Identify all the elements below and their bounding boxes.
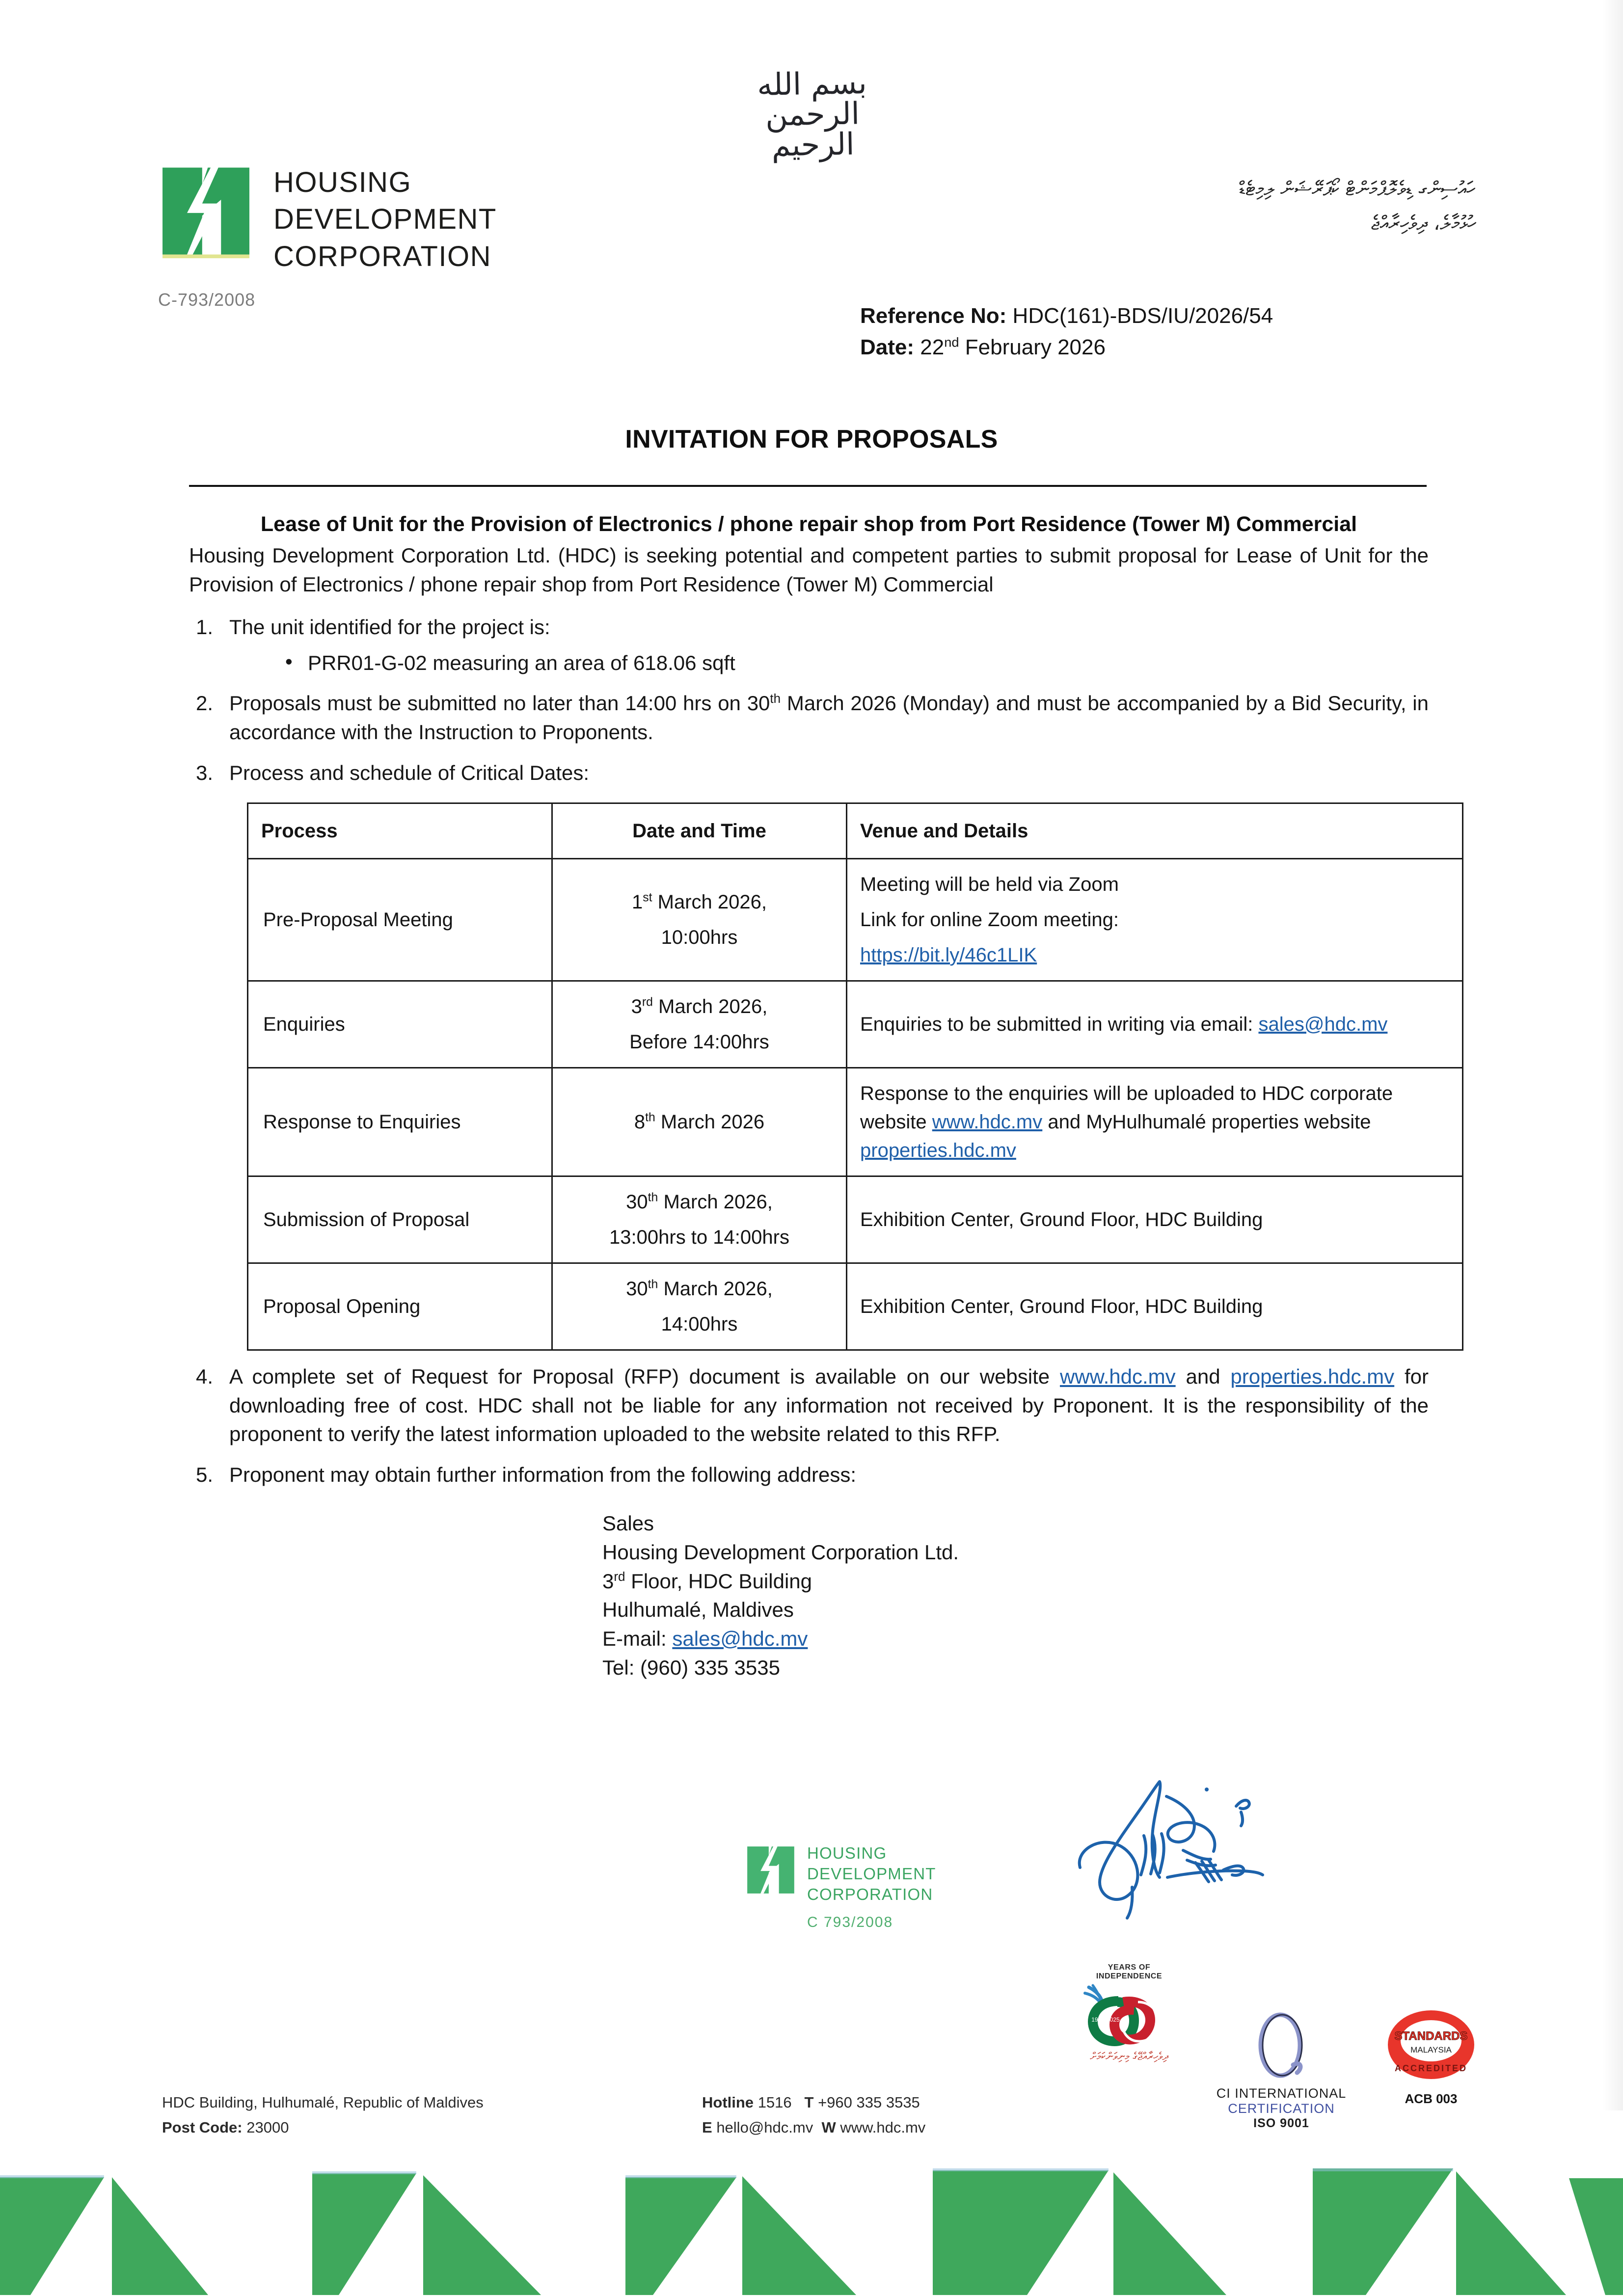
address-line-2: Housing Development Corporation Ltd.: [602, 1540, 959, 1564]
item-3-text: Process and schedule of Critical Dates:: [229, 761, 590, 784]
item-2-text-a: Proposals must be submitted no later than 14:00 hrs on 30: [229, 692, 770, 715]
date-rest: February 2026: [965, 335, 1106, 359]
table-row: [248, 1263, 1463, 1350]
stamp-wordmark: [807, 1843, 936, 1905]
standards-seal-icon: [1360, 2006, 1502, 2087]
item-4-text-c: for downloading free of cost. HDC shall not be liable for any information not received by Proponent. It is the responsibility of the proponent to verify the latest information uploaded to the website related to this RFP.: [229, 1364, 1429, 1446]
date-line-1: [566, 992, 833, 1021]
footer-web-label: W: [821, 2119, 836, 2136]
cell-date-time: [552, 981, 847, 1068]
letterhead-logo: [158, 162, 497, 275]
document-subtitle: Lease of Unit for the Provision of Electronics / phone repair shop from Port Residence (Tower M) Commercial: [260, 512, 1357, 536]
footer-phone-row: [702, 2090, 925, 2115]
column-header-process: Process: [248, 803, 552, 858]
thaana-letterhead: [1239, 172, 1476, 240]
column-header-date-time: Date and Time: [552, 803, 847, 858]
date-ordinal: th: [645, 1111, 655, 1124]
date-line-2: 13:00hrs to 14:00hrs: [609, 1226, 789, 1248]
date-number: 30: [626, 1191, 648, 1213]
reference-block: [860, 300, 1273, 363]
scan-edge-shadow: [1602, 0, 1623, 2110]
logo-line-2: DEVELOPMENT: [273, 203, 497, 236]
document-body: [189, 510, 1429, 1694]
date-rest: March 2026,: [652, 995, 768, 1017]
stamp-registration-code: C 793/2008: [807, 1914, 893, 1930]
date-line-2: 14:00hrs: [661, 1313, 738, 1335]
date-number: 1: [631, 891, 643, 913]
date-ordinal: st: [643, 891, 652, 905]
logo-line-3: CORPORATION: [273, 240, 491, 272]
venue-text-a: Enquiries to be submitted in writing via email:: [860, 1013, 1259, 1035]
footer-zigzag-decoration: [0, 2168, 1623, 2296]
floor-ordinal: rd: [614, 1569, 625, 1584]
list-item-1: [189, 613, 1429, 678]
footer-email-label: E: [702, 2119, 712, 2136]
footer-contact-block: [702, 2090, 925, 2140]
page-title: INVITATION FOR PROPOSALS: [625, 425, 998, 454]
numbered-list: [189, 613, 1429, 1682]
date-rest: March 2026,: [652, 891, 767, 913]
floor-rest: Floor, HDC Building: [625, 1569, 812, 1593]
sales-email-link[interactable]: sales@hdc.mv: [672, 1627, 808, 1651]
table-row: [248, 1176, 1463, 1263]
bismillah-text: بسم الله الرحمن الرحيم: [757, 65, 867, 163]
logo-line-1: HOUSING: [273, 166, 412, 198]
hdc-website-link[interactable]: www.hdc.mv: [932, 1111, 1043, 1133]
item-5-text: Proponent may obtain further information from the following address:: [229, 1463, 857, 1487]
venue-line-3: [860, 941, 1449, 969]
cell-date-time: [552, 1176, 847, 1263]
independence-emblem-icon: [1060, 1982, 1198, 2049]
independence-badge: [1060, 1963, 1198, 2063]
venue-text-a: Response to the enquiries will be uploaded to HDC corporate website: [860, 1082, 1393, 1133]
footer-tel-value: +960 335 3535: [818, 2094, 920, 2111]
venue-line-2: Link for online Zoom meeting:: [860, 908, 1119, 931]
address-line-6: Tel: (960) 335 3535: [602, 1655, 780, 1679]
thaana-line-2: ހުޅުމާލެ، ދިވެހިރާއްޖެ: [1371, 212, 1476, 235]
cell-venue-details: [847, 981, 1463, 1068]
standards-accreditation-code: ACB 003: [1405, 2091, 1458, 2106]
cell-process: Proposal Opening: [248, 1263, 552, 1350]
cell-venue-details: [847, 1068, 1463, 1176]
date-ordinal: th: [648, 1191, 658, 1204]
footer-email-value: hello@hdc.mv: [716, 2119, 813, 2136]
independence-caption-line-2: INDEPENDENCE: [1096, 1972, 1163, 1981]
item-1-text: The unit identified for the project is:: [229, 615, 550, 639]
signature-mark: [1070, 1777, 1276, 1924]
list-item-5: [189, 1461, 1429, 1682]
footer-hotline-label: Hotline: [702, 2094, 754, 2111]
intro-paragraph: Housing Development Corporation Ltd. (HDC) is seeking potential and competent parties to submit proposal for Lease of Unit for the Provision of Electronics / phone repair shop from Port Residence (Tower M) Commercial: [189, 544, 1429, 596]
ci-ring-icon: [1208, 2010, 1355, 2086]
list-item-4: [189, 1362, 1429, 1449]
cell-date-time: [552, 858, 847, 981]
venue-text: [860, 1079, 1449, 1165]
zoom-meeting-link[interactable]: https://bit.ly/46c1LIK: [860, 944, 1037, 966]
stamp-logo-icon: [745, 1843, 796, 1897]
cell-venue-details: [847, 1176, 1463, 1263]
item-4-text-b: and: [1175, 1364, 1231, 1388]
footer-postcode: [162, 2115, 484, 2140]
independence-caption-line-1: YEARS OF: [1108, 1963, 1151, 1972]
svg-text:ACCREDITED: ACCREDITED: [1394, 2063, 1468, 2073]
cell-venue-details: [847, 1263, 1463, 1350]
date-ordinal: th: [648, 1278, 658, 1291]
venue-text-b: and MyHulhumalé properties website: [1042, 1111, 1371, 1133]
reference-value: HDC(161)-BDS/IU/2026/54: [1012, 304, 1273, 328]
contact-address-block: [602, 1509, 1429, 1682]
footer-postcode-label: Post Code:: [162, 2119, 243, 2136]
properties-website-link[interactable]: properties.hdc.mv: [1230, 1364, 1395, 1388]
footer-hotline-value: 1516: [757, 2094, 792, 2111]
page-footer: [0, 2090, 1623, 2159]
title-divider: [189, 485, 1427, 487]
date-number: 22: [920, 335, 945, 359]
cell-process: Enquiries: [248, 981, 552, 1068]
footer-tel-label: T: [804, 2094, 814, 2111]
date-ordinal: rd: [642, 995, 653, 1009]
thaana-line-1: ހައުސިންގ ޑިވެލޮޕްމަންޓް ކޯޕަރޭޝަން ލިމިޓެޑް: [1239, 178, 1476, 200]
list-item-2: [189, 689, 1429, 747]
date-line-1: [566, 1108, 833, 1136]
svg-text:MALAYSIA: MALAYSIA: [1410, 2045, 1452, 2055]
date-ordinal: nd: [944, 334, 959, 350]
footer-web-value: www.hdc.mv: [840, 2119, 926, 2136]
date-line-1: [566, 1188, 833, 1216]
cell-date-time: [552, 1263, 847, 1350]
cell-process: Response to Enquiries: [248, 1068, 552, 1176]
properties-website-link[interactable]: properties.hdc.mv: [860, 1139, 1016, 1161]
independence-thaana-caption: ދިވެހިރާއްޖޭގެ މިނިވަންކަމަށް: [1090, 2050, 1168, 2063]
date-line-1: [566, 1275, 833, 1303]
table-row: [248, 981, 1463, 1068]
unit-bullet-item: • PRR01-G-02 measuring an area of 618.06 sqft: [308, 649, 1429, 678]
cell-date-time: [552, 1068, 847, 1176]
date-number: 8: [634, 1111, 646, 1133]
date-rest: March 2026,: [658, 1191, 773, 1213]
item-2-ordinal: th: [770, 691, 781, 706]
cell-process: Pre-Proposal Meeting: [248, 858, 552, 981]
date-rest: March 2026: [655, 1111, 765, 1133]
date-label: Date:: [860, 335, 915, 359]
date-number: 3: [631, 995, 642, 1017]
footer-address: HDC Building, Hulhumalé, Republic of Maldives: [162, 2094, 484, 2111]
ci-line-3: ISO 9001: [1253, 2116, 1309, 2130]
floor-number: 3: [602, 1569, 614, 1593]
cell-venue-details: [847, 858, 1463, 981]
registration-code: C-793/2008: [158, 290, 256, 310]
stamp-line-3: CORPORATION: [807, 1885, 933, 1904]
footer-online-row: [702, 2115, 925, 2140]
table-row: [248, 858, 1463, 981]
table-header-row: [248, 803, 1463, 858]
svg-text:STANDARDS: STANDARDS: [1394, 2029, 1468, 2043]
venue-text: Exhibition Center, Ground Floor, HDC Building: [860, 1295, 1263, 1317]
stamp-line-1: HOUSING: [807, 1844, 887, 1862]
date-line-2: 10:00hrs: [661, 926, 738, 948]
company-stamp: [745, 1843, 1020, 1931]
list-item-3: [189, 759, 1429, 1351]
date-line: [860, 332, 1273, 363]
date-line-1: [566, 888, 833, 916]
email-label: E-mail:: [602, 1627, 673, 1651]
ci-line-1: CI INTERNATIONAL: [1216, 2086, 1347, 2101]
date-line-2: Before 14:00hrs: [629, 1031, 769, 1053]
date-rest: March 2026,: [658, 1278, 773, 1300]
address-line-3: [602, 1567, 1429, 1596]
table-row: [248, 1068, 1463, 1176]
item-2-text-b: March 2026 (Monday) and must be accompanied by a Bid Security, in accordance with the Instruction to Proponents.: [229, 692, 1429, 744]
footer-address-block: [162, 2090, 484, 2140]
address-line-5: [602, 1625, 1429, 1654]
column-header-venue-details: Venue and Details: [847, 803, 1463, 858]
svg-text:1965-2025: 1965-2025: [1091, 2016, 1120, 2023]
address-line-4: Hulhumalé, Maldives: [602, 1598, 794, 1622]
logo-wordmark: [273, 162, 497, 275]
hdc-logo-icon: [158, 162, 254, 260]
cell-process: Submission of Proposal: [248, 1176, 552, 1263]
stamp-line-2: DEVELOPMENT: [807, 1865, 936, 1883]
schedule-table: [247, 802, 1463, 1351]
unit-bullet-list: [229, 649, 1429, 678]
reference-label: Reference No:: [860, 304, 1007, 328]
venue-text: [860, 1010, 1449, 1039]
venue-text: Exhibition Center, Ground Floor, HDC Building: [860, 1208, 1263, 1230]
footer-postcode-value: 23000: [246, 2119, 289, 2136]
independence-caption: [1060, 1963, 1198, 1981]
date-number: 30: [626, 1278, 648, 1300]
ci-line-2: CERTIFICATION: [1228, 2101, 1335, 2116]
reference-line: [860, 300, 1273, 332]
item-4-text-a: A complete set of Request for Proposal (RFP) document is available on our website: [229, 1364, 1060, 1388]
address-line-1: Sales: [602, 1511, 654, 1535]
sales-email-link[interactable]: sales@hdc.mv: [1258, 1013, 1388, 1035]
venue-line-1: Meeting will be held via Zoom: [860, 873, 1119, 895]
hdc-website-link[interactable]: www.hdc.mv: [1059, 1364, 1176, 1388]
